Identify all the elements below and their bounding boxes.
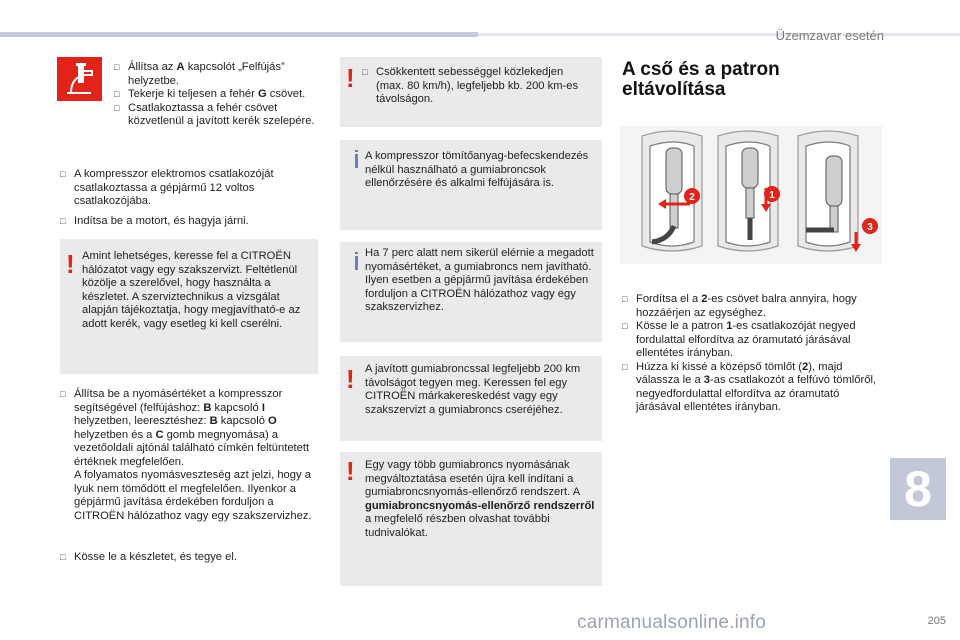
list-item: □ Állítsa az A kapcsolót „Felfújás” helyzetbe. bbox=[114, 61, 324, 88]
list-item: □ Fordítsa el a 2-es csövet balra annyira, hogy hozzáérjen az egységhez. bbox=[622, 293, 884, 320]
page-number: 205 bbox=[927, 615, 946, 627]
warning-box-speed: ! □ Csökkentett sebességgel közlekedjen (max. 80 km/h), legfeljebb kb. 200 km-es távolságon. bbox=[340, 57, 602, 127]
warning-exclamation-icon: ! bbox=[346, 63, 355, 93]
warning-box-network: ! Amint lehetséges, keresse fel a CITROËN hálózatot vagy egy szakszervizt. Feltétlenül közölje a szerelővel, hogy használta a készletet. A szerviztechnikus a vizsgálat alapján tájékoztatja, hogy megjavítható-e az adott kerék, vagy esetleg ki kell cserélni. bbox=[60, 239, 318, 374]
bullet-set-pressure: □ Állítsa be a nyomásértéket a kompresszor segítségével (felfújáshoz: B kapcsoló I helyzetben, leeresztéshez: B kapcsoló O helyzetben és a C gomb megnyomása) a vezetőoldali ajtónál található címkén feltüntetett értéknek megfelelően. A folyamatos nyomásveszteség azt jelzi, hogy a lyuk nem tömődött el megfelelően. Ilyenkor a gépjármű javítása érdekében forduljon a CITROËN hálózathoz vagy egy szakszervizhez. bbox=[60, 388, 320, 523]
header-bar-light bbox=[478, 33, 960, 36]
list-item: □ Húzza ki kissé a középső tömlőt (2), majd válassza le a 3-as csatlakozót a felfúvó tömlőről, negyedfordulattal elfordítva az óramutató járásával ellentétes irányban. bbox=[622, 361, 884, 415]
top-bullet-list bbox=[114, 61, 324, 129]
tire-valve-icon bbox=[57, 57, 102, 101]
bullet-start-engine: □ Indítsa be a motort, és hagyja járni. bbox=[60, 215, 322, 229]
section-title: Üzemzavar esetén bbox=[775, 28, 884, 43]
header-bar bbox=[0, 32, 478, 37]
cartridge-removal-illustration bbox=[620, 126, 882, 264]
callout-1: 1 bbox=[769, 190, 775, 201]
info-bar-icon bbox=[355, 252, 358, 270]
warning-exclamation-icon: ! bbox=[66, 249, 75, 279]
warning-exclamation-icon: ! bbox=[346, 456, 355, 486]
warning-box-200km: ! A javított gumiabroncssal legfeljebb 200 km távolságot tegyen meg. Keressen fel egy CITROËN márkakereskedést vagy egy szakszervizt a gumiabroncs cseréjéhez. bbox=[340, 356, 602, 441]
warning-box-tpms: ! Egy vagy több gumiabroncs nyomásának megváltoztatása esetén újra kell indítani a gumiabroncsnyomás-ellenőrző rendszert. A gumiabroncsnyomás-ellenőrző rendszerről a megfelelő részben olvashat további tudnivalókat. bbox=[340, 452, 602, 586]
warning-exclamation-icon: ! bbox=[346, 364, 355, 394]
callout-3: 3 bbox=[867, 222, 873, 233]
section-heading: A cső és a patron eltávolítása bbox=[622, 59, 780, 100]
chapter-tab: 8 bbox=[890, 458, 946, 520]
info-box-compressor: A kompresszor tömítőanyag-befecskendezés nélkül használható a gumiabroncsok ellenőrzésére és alkalmi felfújására is. bbox=[340, 140, 602, 230]
watermark: carmanualsonline.info bbox=[577, 612, 767, 633]
list-item: □ Kösse le a patron 1-es csatlakozóját negyed fordulattal elfordítva az óramutató járásával ellentétes irányban. bbox=[622, 320, 884, 361]
info-bar-icon bbox=[355, 150, 358, 168]
info-box-7min: Ha 7 perc alatt nem sikerül elérnie a megadott nyomásértéket, a gumiabroncs nem javítható. Ilyen esetben a gépjármű javítása érdekében forduljon a CITROËN hálózathoz vagy egy szakszervizhez. bbox=[340, 242, 602, 342]
callout-2: 2 bbox=[689, 192, 695, 203]
bullet-connect: □ A kompresszor elektromos csatlakozóját csatlakoztassa a gépjármű 12 voltos csatlakozójába. bbox=[60, 168, 322, 209]
list-item: □ Csatlakoztassa a fehér csövet közvetlenül a javított kerék szelepére. bbox=[114, 102, 324, 129]
bullet-disconnect: □ Kösse le a készletet, és tegye el. bbox=[60, 551, 320, 565]
list-item: □ Tekerje ki teljesen a fehér G csövet. bbox=[114, 88, 324, 102]
removal-steps bbox=[622, 293, 884, 415]
